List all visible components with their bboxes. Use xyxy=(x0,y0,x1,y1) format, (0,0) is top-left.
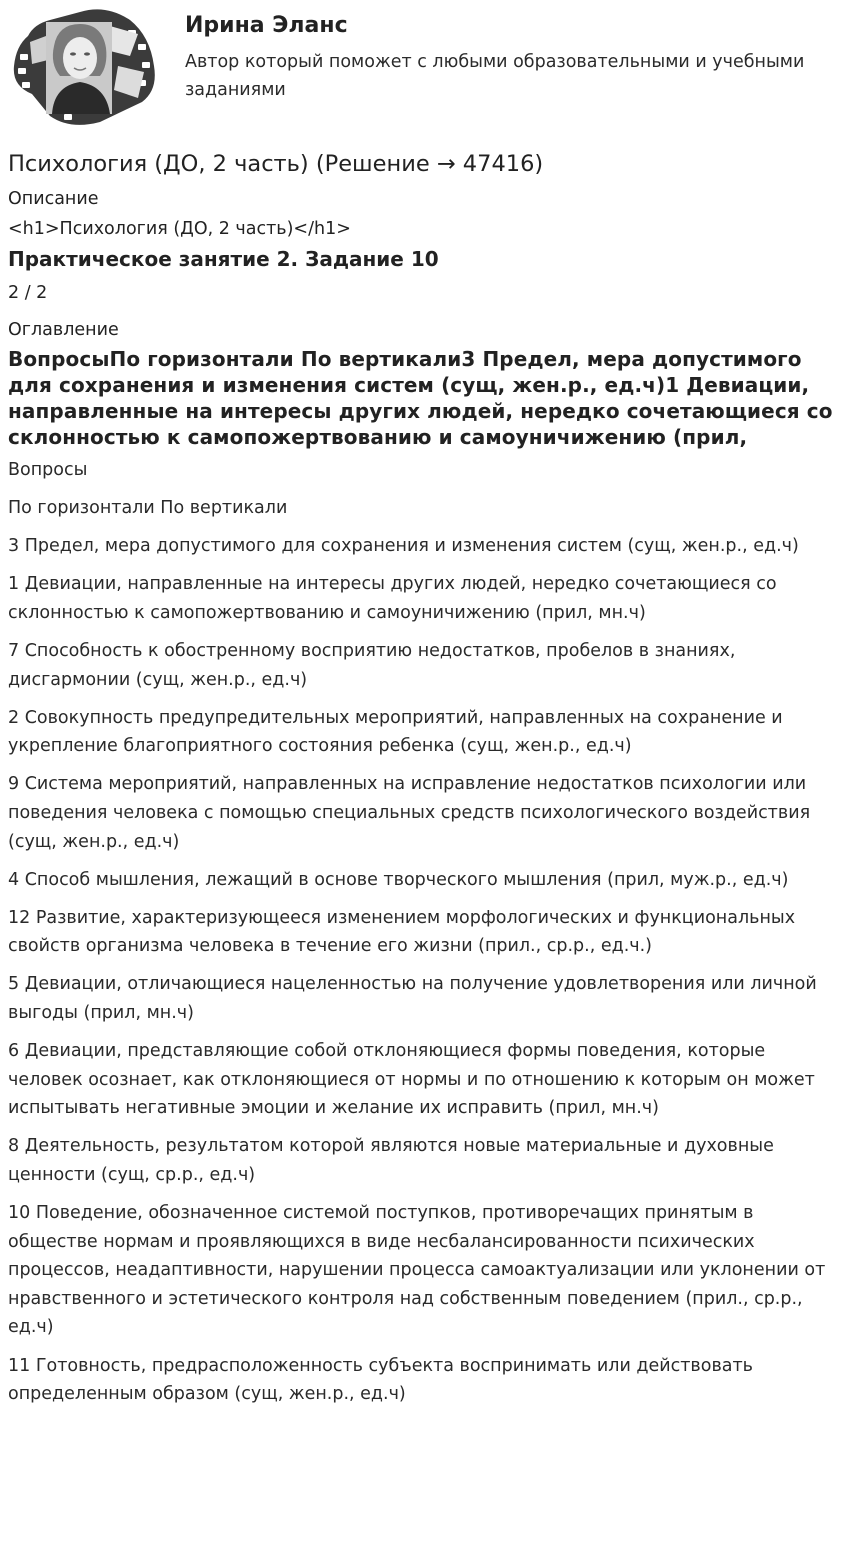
raw-heading-text: <h1>Психология (ДО, 2 часть)</h1> xyxy=(8,219,351,239)
paragraph: 2 Совокупность предупредительных мероприятий, направленных на сохранение и укрепление благоприятного состояния ребенка (сущ, жен.р., ед.ч) xyxy=(8,707,783,757)
content-body xyxy=(8,456,839,1409)
paragraph: 12 Развитие, характеризующееся изменением морфологических и функциональных свойств организма человека в течение его жизни (прил., ср.р., ед.ч.) xyxy=(8,907,796,957)
toc-text: ВопросыПо горизонтали По вертикали3 Предел, мера допустимого для сохранения и изменения систем (сущ, жен.р., ед.ч)1 Девиации, направленные на интересы других людей, нередко сочетающиеся со склонностью к самопожертвованию и самоуничижению (прил, xyxy=(8,347,833,449)
document-title: Психология (ДО, 2 часть) (Решение → 47416) xyxy=(8,151,544,177)
author-description: Автор который поможет с любыми образовательными и учебными заданиями xyxy=(185,52,805,100)
author-info xyxy=(185,12,825,104)
paragraph: 6 Девиации, представляющие собой отклоняющиеся формы поведения, которые человек осознает, как отклоняющиеся от нормы и по отношению к которым он может испытывать негативные эмоции и желание их исправить (прил, мн.ч) xyxy=(8,1041,815,1119)
paragraph: 9 Система мероприятий, направленных на исправление недостатков психологии или поведения человека с помощью специальных средств психологического воздействия (сущ, жен.р., ед.ч) xyxy=(8,774,811,852)
toc-label: Оглавление xyxy=(8,320,119,340)
paragraph: 1 Девиации, направленные на интересы других людей, нередко сочетающиеся со склонностью к самопожертвованию и самоуничижению (прил, мн.ч) xyxy=(8,574,777,623)
paragraph: 3 Предел, мера допустимого для сохранения и изменения систем (сущ, жен.р., ед.ч) xyxy=(8,536,799,557)
paragraph: 4 Способ мышления, лежащий в основе творческого мышления (прил, муж.р., ед.ч) xyxy=(8,869,789,890)
author-avatar xyxy=(10,6,160,128)
paragraph: 10 Поведение, обозначенное системой поступков, противоречащих принятым в обществе нормам и проявляющихся в виде несбалансированности психических процессов, неадаптивности, нарушении процесса самоактуализации или уклонении от нравственного и эстетического контроля над собственным поведением (прил., ср.р., ед.ч) xyxy=(8,1203,826,1338)
document-subtitle: Практическое занятие 2. Задание 10 xyxy=(8,247,439,271)
paragraph: 5 Девиации, отличающиеся нацеленностью на получение удовлетворения или личной выгоды (прил, мн.ч) xyxy=(8,974,817,1023)
paragraph: 7 Способность к обостренному восприятию недостатков, пробелов в знаниях, дисгармонии (сущ, жен.р., ед.ч) xyxy=(8,640,736,690)
film-frame-avatar-image xyxy=(10,6,160,128)
paragraph: 11 Готовность, предрасположенность субъекта воспринимать или действовать определенным образом (сущ, жен.р., ед.ч) xyxy=(8,1355,753,1405)
page-indicator: 2 / 2 xyxy=(8,283,48,303)
paragraph: Вопросы xyxy=(8,460,88,480)
paragraph: По горизонтали По вертикали xyxy=(8,498,288,519)
author-name[interactable]: Ирина Эланс xyxy=(185,13,348,38)
author-card xyxy=(8,0,839,140)
description-label: Описание xyxy=(8,189,99,209)
paragraph: 8 Деятельность, результатом которой являются новые материальные и духовные ценности (сущ, ср.р., ед.ч) xyxy=(8,1136,774,1185)
